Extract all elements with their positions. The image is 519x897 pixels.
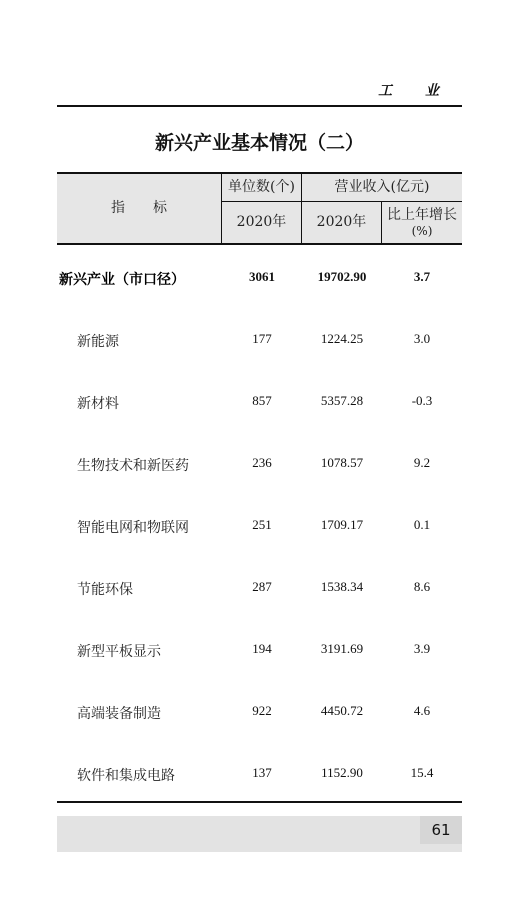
table-header-rule: [57, 243, 462, 245]
row-revenue: 1224.25: [320, 331, 364, 346]
row-name: 生物技术和新医药: [77, 458, 189, 474]
table-row: [57, 763, 462, 787]
row-units: 922: [252, 703, 272, 718]
row-growth: 3.0: [413, 331, 431, 346]
row-units: 251: [252, 517, 272, 532]
header-growth-unit: (%): [411, 223, 433, 238]
row-growth: 3.9: [413, 641, 431, 656]
table-row: [57, 391, 462, 415]
row-growth: 3.7: [413, 269, 431, 284]
header-units: 单位数(个): [228, 179, 295, 196]
row-growth: 15.4: [410, 765, 434, 780]
table-row: [57, 577, 462, 601]
row-units: 137: [252, 765, 272, 780]
row-units: 287: [252, 579, 272, 594]
row-name: 高端装备制造: [77, 706, 161, 722]
row-units: 3061: [249, 269, 275, 284]
row-revenue: 3191.69: [320, 641, 364, 656]
table-row: [57, 639, 462, 663]
row-name: 新兴产业（市口径）: [59, 272, 185, 288]
top-rule: [57, 105, 462, 107]
header-indicator: 指 标: [111, 200, 167, 217]
row-name: 新型平板显示: [77, 644, 161, 660]
footer-bar: [57, 816, 462, 852]
row-growth: 8.6: [413, 579, 431, 594]
row-revenue: 1538.34: [320, 579, 364, 594]
page-number: 61: [420, 816, 462, 844]
table-row: [57, 515, 462, 539]
row-units: 177: [252, 331, 272, 346]
row-growth: 0.1: [413, 517, 431, 532]
header-growth: [382, 202, 462, 243]
header-revenue: 营业收入(亿元): [334, 179, 430, 196]
header-year-units: 2020年: [236, 214, 287, 231]
row-name: 新能源: [77, 334, 119, 350]
row-growth: 9.2: [413, 455, 431, 470]
row-name: 软件和集成电路: [77, 768, 175, 784]
row-units: 236: [252, 455, 272, 470]
table-row: [57, 701, 462, 725]
table-row: [57, 267, 462, 291]
row-revenue: 1709.17: [320, 517, 364, 532]
row-units: 194: [252, 641, 272, 656]
table-row: [57, 453, 462, 477]
row-revenue: 4450.72: [320, 703, 364, 718]
row-name: 智能电网和物联网: [77, 520, 189, 536]
row-revenue: 19702.90: [317, 269, 367, 284]
row-name: 节能环保: [77, 582, 133, 598]
row-revenue: 5357.28: [320, 393, 364, 408]
section-label: 工 业: [378, 83, 453, 99]
row-units: 857: [252, 393, 272, 408]
header-growth-label: 比上年增长: [387, 206, 457, 223]
table-row: [57, 329, 462, 353]
header-year-revenue: 2020年: [316, 214, 367, 231]
row-name: 新材料: [77, 396, 119, 412]
row-revenue: 1078.57: [320, 455, 364, 470]
row-revenue: 1152.90: [321, 765, 363, 780]
table-bottom-rule: [57, 801, 462, 803]
page-title: 新兴产业基本情况（二）: [154, 132, 364, 154]
row-growth: -0.3: [411, 393, 433, 408]
row-growth: 4.6: [413, 703, 431, 718]
